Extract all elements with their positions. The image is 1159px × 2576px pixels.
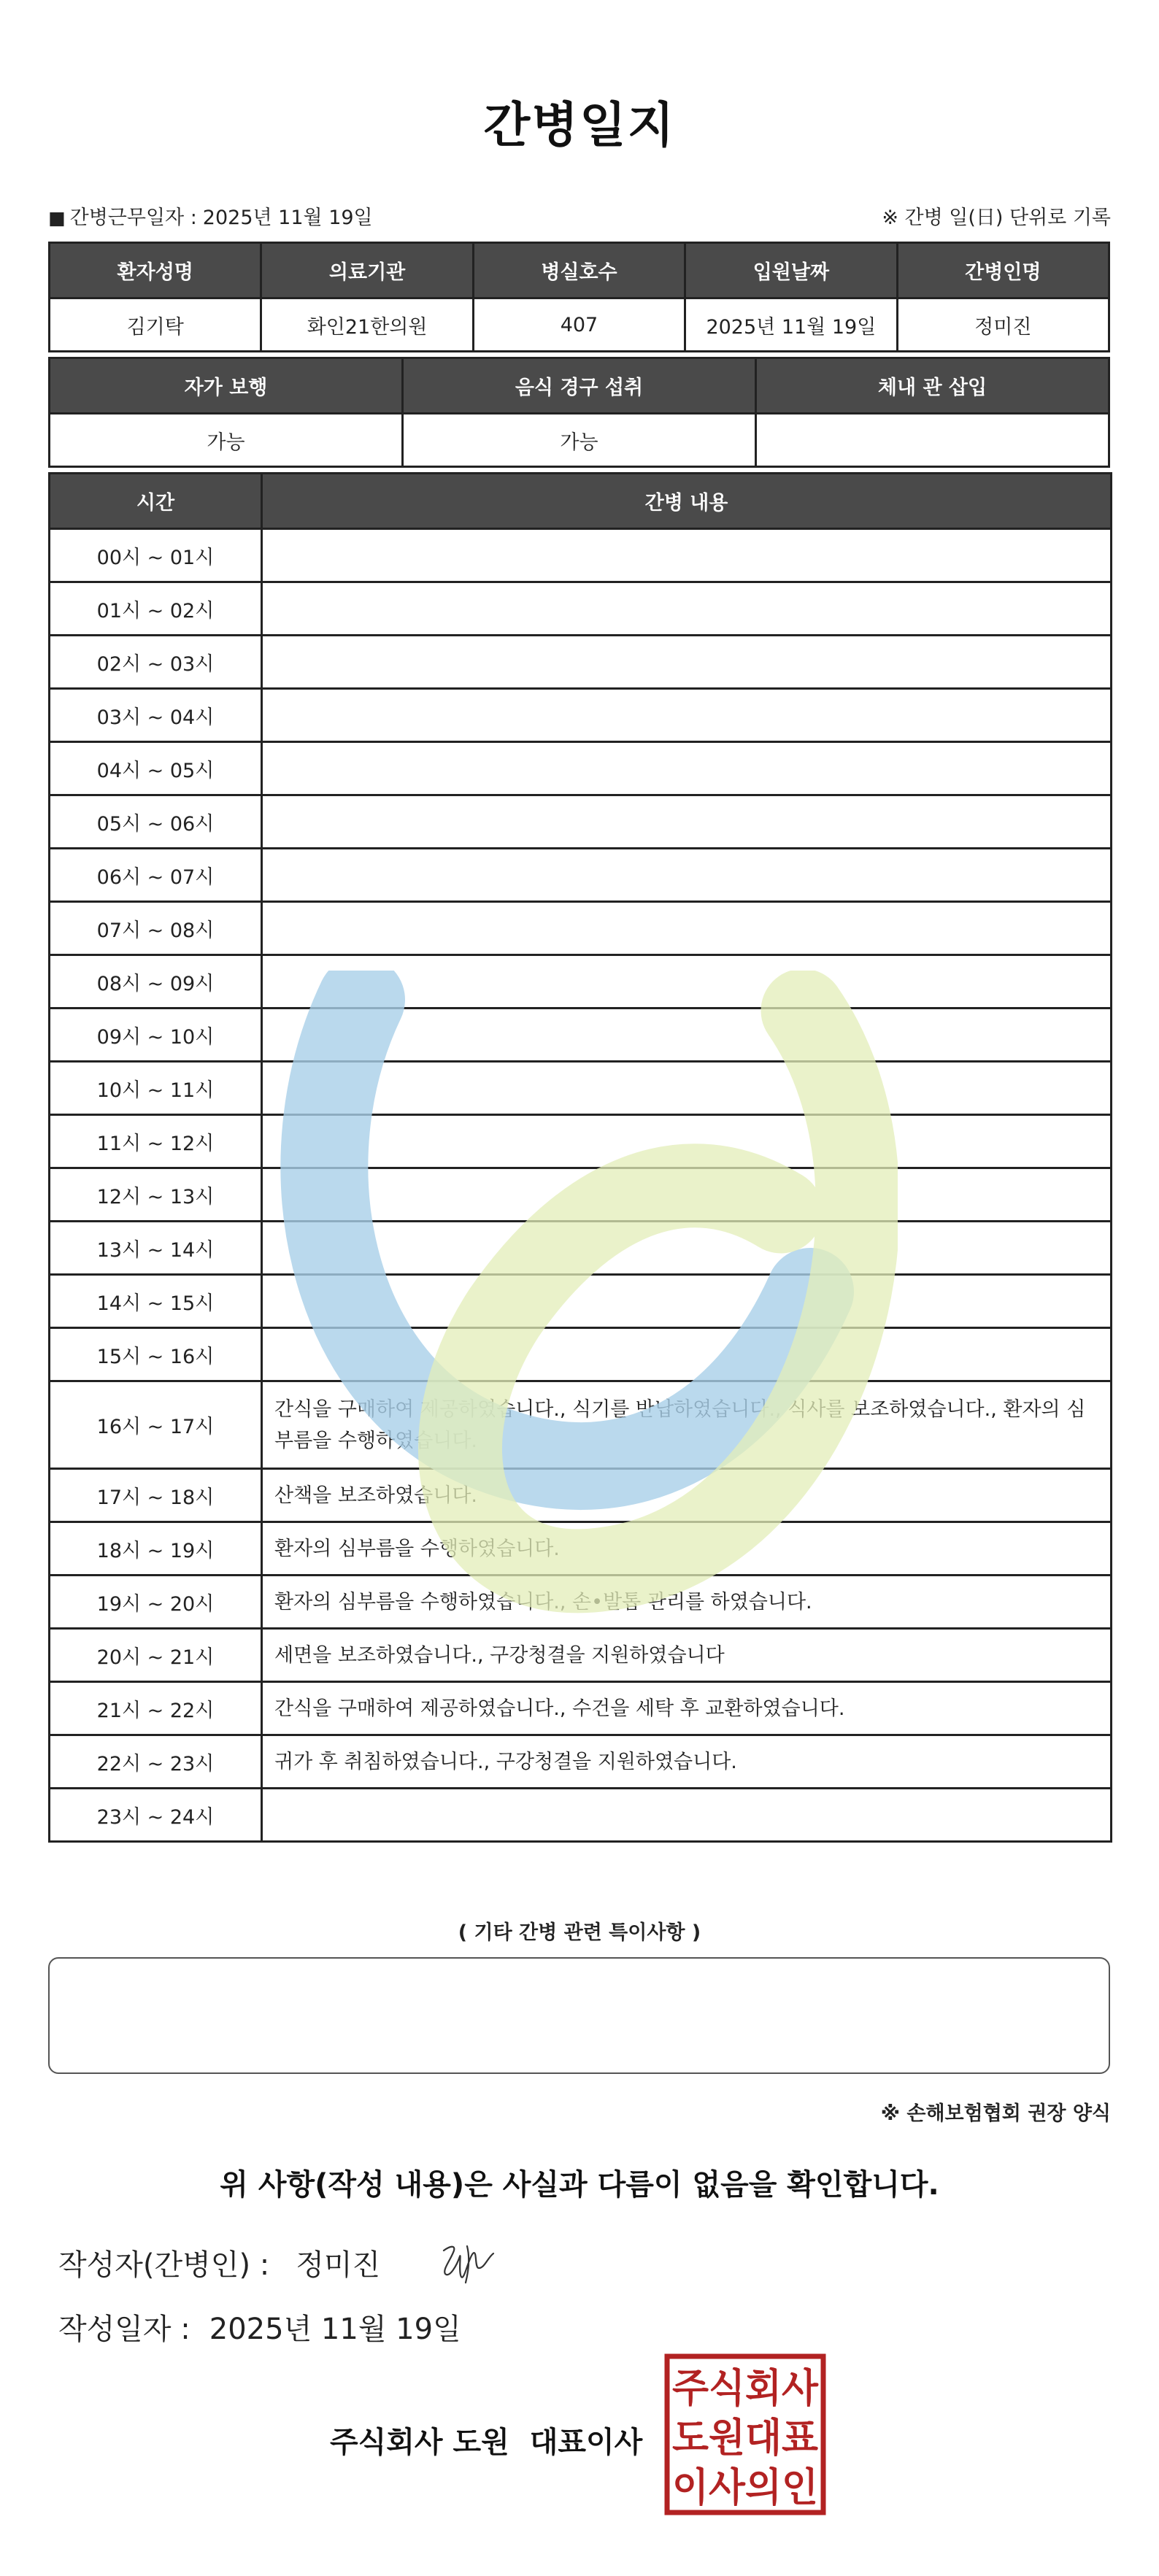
caregiver-name-cell: 정미진 xyxy=(897,298,1109,352)
care-log-row xyxy=(50,582,1112,636)
patient-condition-value-row xyxy=(50,414,1109,467)
time-cell: 13시 ~ 14시 xyxy=(50,1222,262,1275)
svg-text:도원대표: 도원대표 xyxy=(672,2415,818,2461)
header-hospital: 의료기관 xyxy=(261,243,473,298)
content-cell xyxy=(262,742,1112,795)
care-log-header-row xyxy=(50,474,1112,529)
content-cell: 환자의 심부름을 수행하였습니다., 손•발톱 관리를 하였습니다. xyxy=(262,1576,1112,1629)
writer-line xyxy=(58,2242,380,2283)
care-log-row xyxy=(50,1168,1112,1222)
header-oral-intake: 음식 경구 섭취 xyxy=(403,358,756,414)
content-cell xyxy=(262,636,1112,689)
care-log-row xyxy=(50,1115,1112,1168)
content-cell xyxy=(262,582,1112,636)
header-self-walking: 자가 보행 xyxy=(50,358,403,414)
header-room-number: 병실호수 xyxy=(473,243,685,298)
content-cell: 세면을 보조하였습니다., 구강청결을 지원하였습니다 xyxy=(262,1629,1112,1682)
time-cell: 03시 ~ 04시 xyxy=(50,689,262,742)
care-log-row xyxy=(50,529,1112,582)
admission-date-cell: 2025년 11월 19일 xyxy=(685,298,897,352)
care-log-row xyxy=(50,636,1112,689)
content-cell: 간식을 구매하여 제공하였습니다., 식기를 반납하였습니다., 식사를 보조하였습니다., 환자의 심부름을 수행하였습니다. xyxy=(262,1381,1112,1469)
content-cell xyxy=(262,1115,1112,1168)
page-title: 간병일지 xyxy=(483,97,676,153)
time-cell: 16시 ~ 17시 xyxy=(50,1381,262,1469)
svg-text:주식회사: 주식회사 xyxy=(672,2365,819,2411)
company-seal-icon xyxy=(664,2353,826,2515)
time-cell: 01시 ~ 02시 xyxy=(50,582,262,636)
content-cell xyxy=(262,1328,1112,1381)
care-log-row xyxy=(50,1682,1112,1735)
time-cell: 23시 ~ 24시 xyxy=(50,1789,262,1842)
content-cell xyxy=(262,529,1112,582)
content-cell xyxy=(262,1222,1112,1275)
care-log-row xyxy=(50,795,1112,849)
care-log-row xyxy=(50,849,1112,902)
time-cell: 20시 ~ 21시 xyxy=(50,1629,262,1682)
care-log-row xyxy=(50,1222,1112,1275)
header-time: 시간 xyxy=(50,474,262,529)
tube-insertion-cell xyxy=(756,414,1109,467)
content-cell xyxy=(262,849,1112,902)
write-date-value: 2025년 11월 19일 xyxy=(209,2313,461,2346)
etc-notes-box xyxy=(48,1957,1110,2074)
confirmation-statement: 위 사항(작성 내용)은 사실과 다름이 없음을 확인합니다. xyxy=(220,2168,939,2202)
content-cell xyxy=(262,1009,1112,1062)
care-log-row xyxy=(50,1522,1112,1576)
company-signature-line xyxy=(330,2419,642,2461)
signature-icon xyxy=(435,2236,501,2287)
patient-condition-header-row xyxy=(50,358,1109,414)
oral-intake-cell: 가능 xyxy=(403,414,756,467)
header-patient-name: 환자성명 xyxy=(50,243,261,298)
time-cell: 09시 ~ 10시 xyxy=(50,1009,262,1062)
header-tube-insertion: 체내 관 삽입 xyxy=(756,358,1109,414)
time-cell: 22시 ~ 23시 xyxy=(50,1735,262,1789)
content-cell: 산책을 보조하였습니다. xyxy=(262,1469,1112,1522)
care-log-row xyxy=(50,689,1112,742)
content-cell xyxy=(262,689,1112,742)
care-log-row xyxy=(50,1735,1112,1789)
writer-name: 정미진 xyxy=(296,2248,381,2282)
content-cell xyxy=(262,795,1112,849)
etc-notes-label: ( 기타 간병 관련 특이사항 ) xyxy=(458,1921,701,1944)
time-cell: 06시 ~ 07시 xyxy=(50,849,262,902)
workday-line xyxy=(48,201,373,230)
care-log-row xyxy=(50,1328,1112,1381)
square-bullet-icon: ■ xyxy=(48,207,66,228)
care-log-row xyxy=(50,742,1112,795)
content-cell: 환자의 심부름을 수행하였습니다. xyxy=(262,1522,1112,1576)
header-admission-date: 입원날짜 xyxy=(685,243,897,298)
time-cell: 19시 ~ 20시 xyxy=(50,1576,262,1629)
time-cell: 17시 ~ 18시 xyxy=(50,1469,262,1522)
company-rep-title: 대표이사 xyxy=(529,2426,643,2459)
content-cell: 간식을 구매하여 제공하였습니다., 수건을 세탁 후 교환하였습니다. xyxy=(262,1682,1112,1735)
time-cell: 05시 ~ 06시 xyxy=(50,795,262,849)
header-caregiver-name: 간병인명 xyxy=(897,243,1109,298)
write-date-line xyxy=(58,2306,461,2348)
time-cell: 15시 ~ 16시 xyxy=(50,1328,262,1381)
time-cell: 10시 ~ 11시 xyxy=(50,1062,262,1115)
time-cell: 11시 ~ 12시 xyxy=(50,1115,262,1168)
form-source-note: ※ 손해보험협회 권장 양식 xyxy=(880,2102,1111,2125)
workday-value: 2025년 11월 19일 xyxy=(202,207,373,229)
care-log-row xyxy=(50,1062,1112,1115)
patient-info-table xyxy=(48,242,1110,352)
patient-info-header-row xyxy=(50,243,1109,298)
content-cell xyxy=(262,1275,1112,1328)
workday-label: 간병근무일자 : xyxy=(69,207,197,229)
write-date-label: 작성일자 : xyxy=(58,2313,190,2346)
time-cell: 02시 ~ 03시 xyxy=(50,636,262,689)
care-log-row xyxy=(50,902,1112,955)
care-log-row xyxy=(50,1469,1112,1522)
content-cell xyxy=(262,1168,1112,1222)
time-cell: 04시 ~ 05시 xyxy=(50,742,262,795)
time-cell: 21시 ~ 22시 xyxy=(50,1682,262,1735)
time-cell: 07시 ~ 08시 xyxy=(50,902,262,955)
svg-text:이사의인: 이사의인 xyxy=(672,2464,818,2510)
time-cell: 18시 ~ 19시 xyxy=(50,1522,262,1576)
patient-name-cell: 김기탁 xyxy=(50,298,261,352)
care-log-row xyxy=(50,1381,1112,1469)
patient-info-value-row xyxy=(50,298,1109,352)
self-walking-cell: 가능 xyxy=(50,414,403,467)
care-log-table xyxy=(48,472,1112,1843)
writer-label: 작성자(간병인) : xyxy=(58,2248,270,2282)
room-number-cell: 407 xyxy=(473,298,685,352)
care-log-row xyxy=(50,955,1112,1009)
time-cell: 08시 ~ 09시 xyxy=(50,955,262,1009)
care-log-row xyxy=(50,1009,1112,1062)
company-name: 주식회사 도원 xyxy=(330,2426,509,2459)
patient-condition-table xyxy=(48,357,1110,468)
hospital-cell: 화인21한의원 xyxy=(261,298,473,352)
content-cell xyxy=(262,902,1112,955)
content-cell xyxy=(262,1789,1112,1842)
content-cell xyxy=(262,955,1112,1009)
time-cell: 12시 ~ 13시 xyxy=(50,1168,262,1222)
care-log-row xyxy=(50,1789,1112,1842)
time-cell: 14시 ~ 15시 xyxy=(50,1275,262,1328)
care-log-row xyxy=(50,1576,1112,1629)
unit-note: ※ 간병 일(日) 단위로 기록 xyxy=(882,207,1111,229)
content-cell xyxy=(262,1062,1112,1115)
content-cell: 귀가 후 취침하였습니다., 구강청결을 지원하였습니다. xyxy=(262,1735,1112,1789)
care-log-row xyxy=(50,1629,1112,1682)
header-care-content: 간병 내용 xyxy=(262,474,1112,529)
time-cell: 00시 ~ 01시 xyxy=(50,529,262,582)
care-log-row xyxy=(50,1275,1112,1328)
